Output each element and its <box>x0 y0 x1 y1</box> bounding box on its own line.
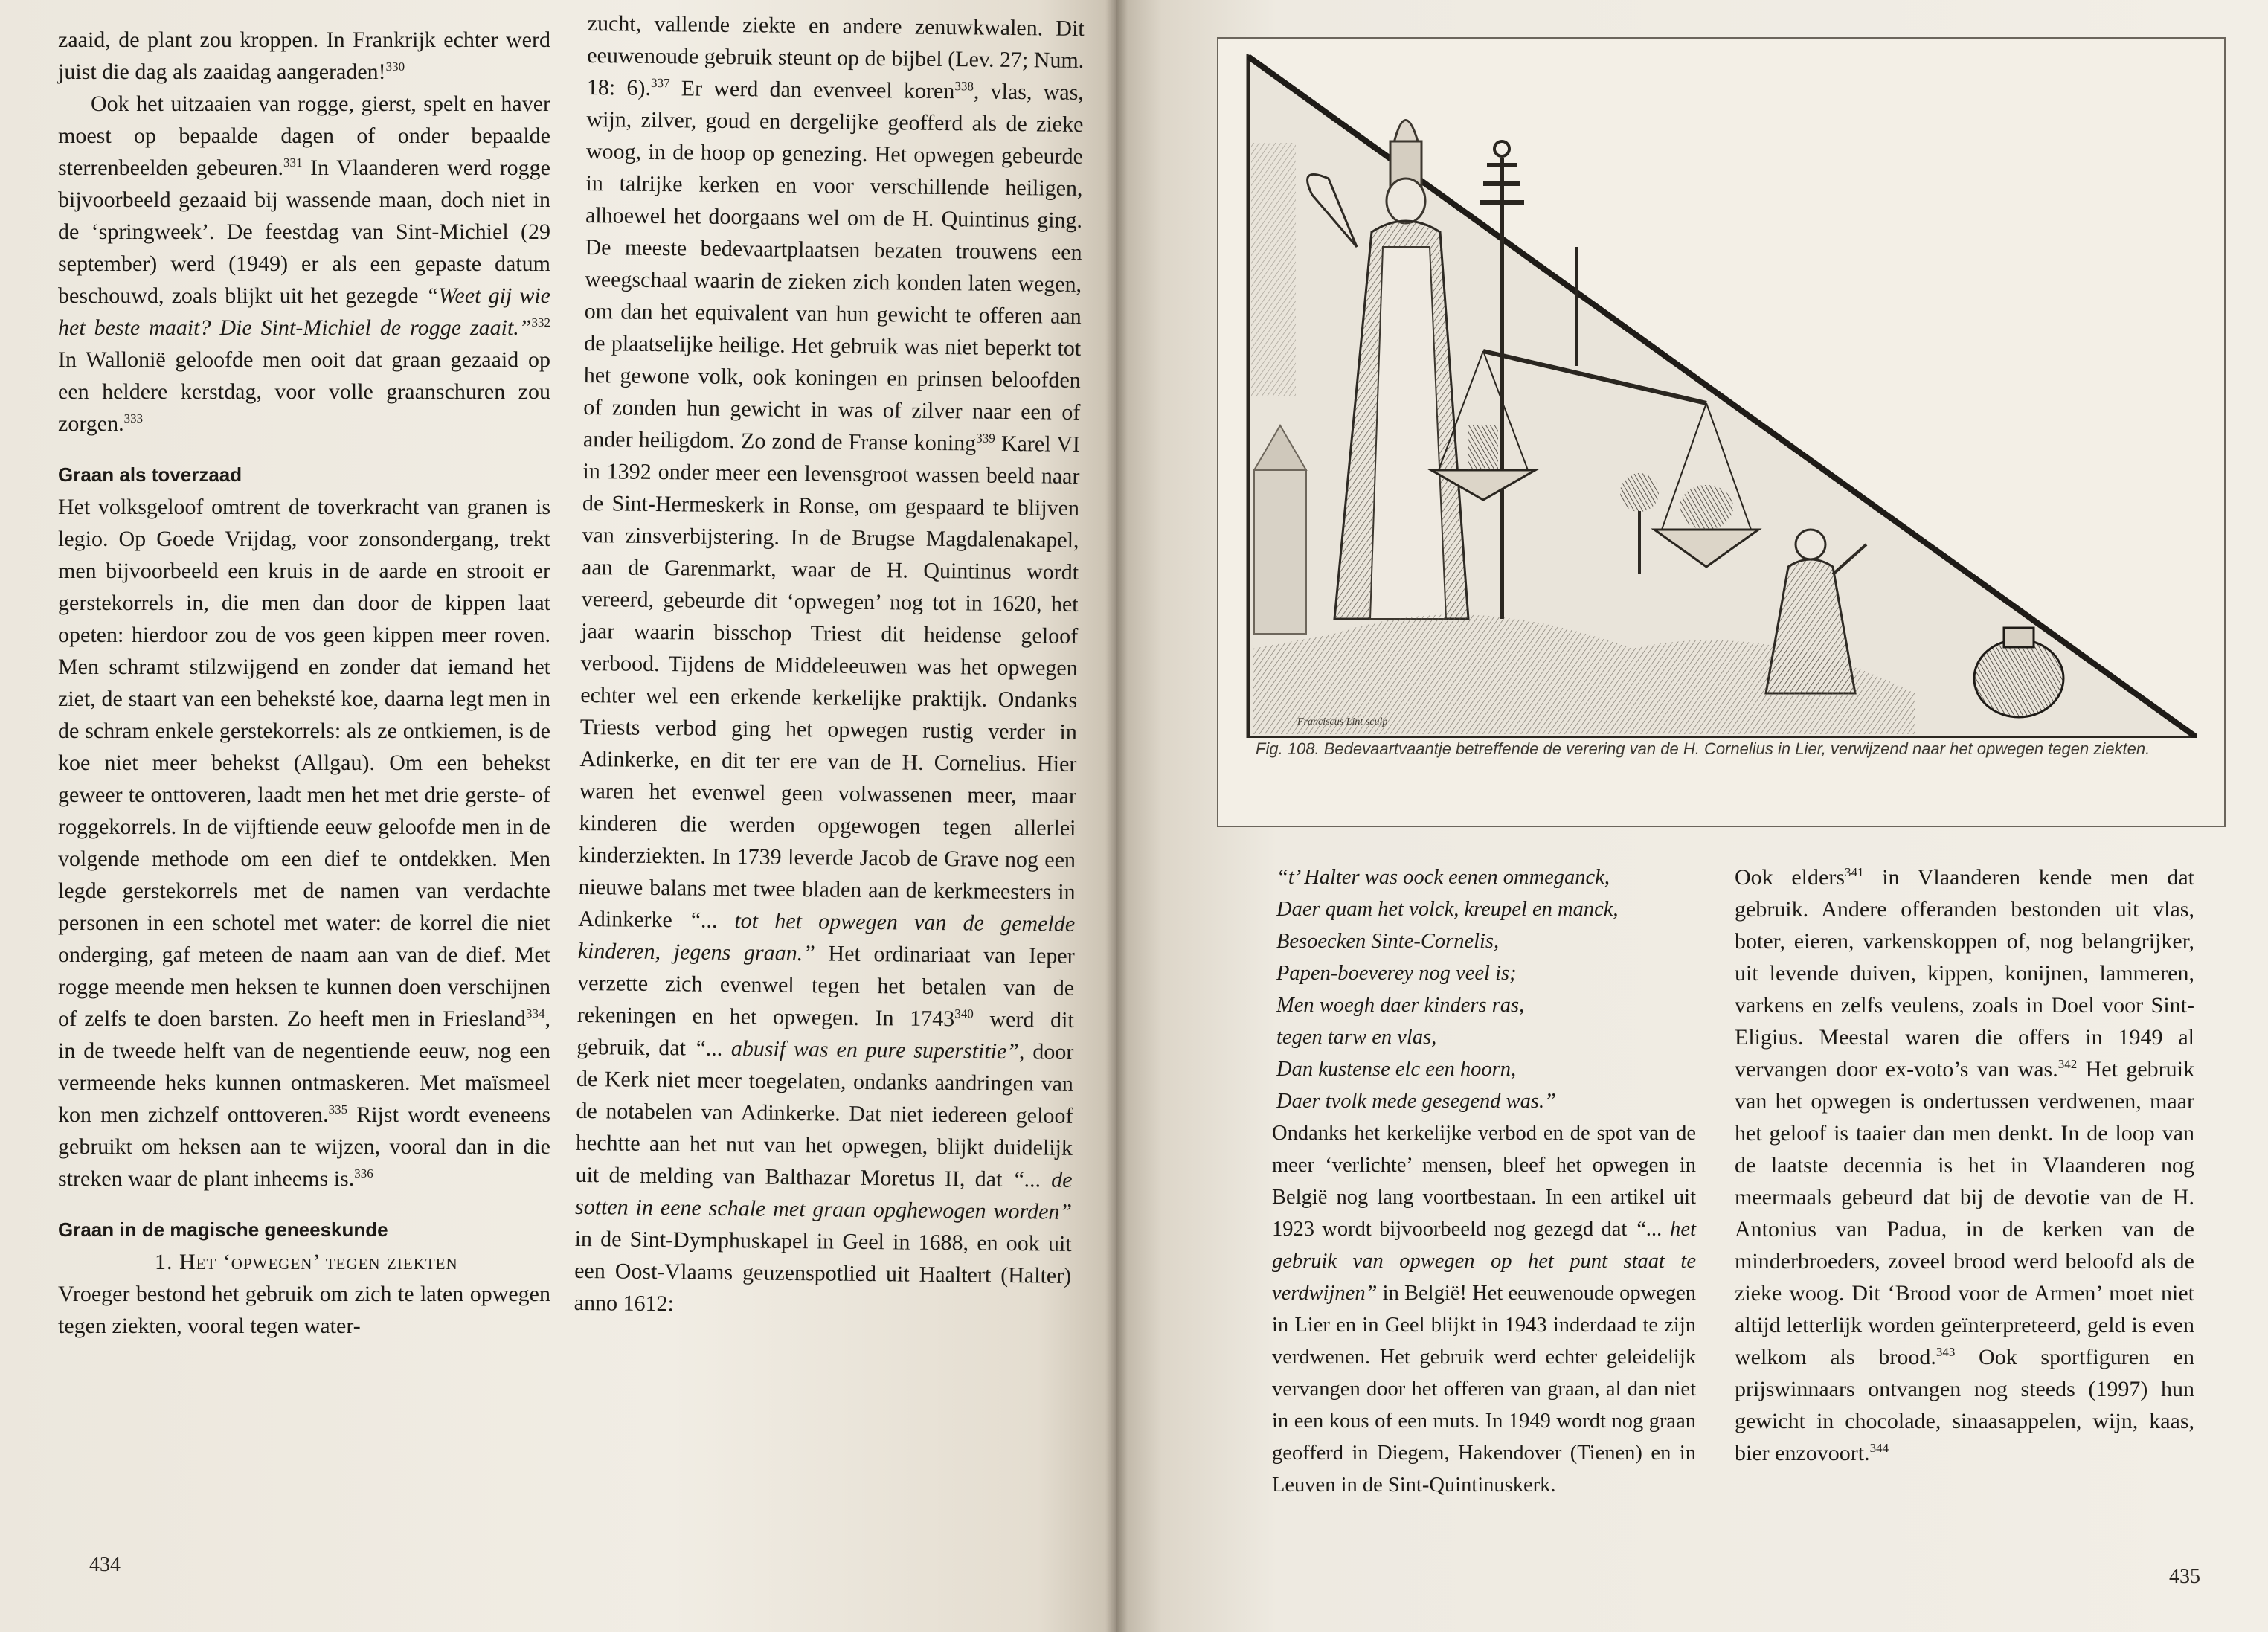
poem-line: Daer quam het volck, kreupel en manck, <box>1276 898 1619 921</box>
poem-line: Men woegh daer kinders ras, <box>1276 994 1525 1017</box>
text: Rijst wordt eveneens gebruikt om heksen aan te wijzen, vooral dan in die streken waar de plant inheems is. <box>58 1102 550 1191</box>
footnote-ref: 337 <box>650 75 670 91</box>
footnote-ref: 340 <box>954 1006 974 1021</box>
text: in Vlaanderen kende men dat gebruik. Andere offeranden bestonden uit vlas, boter, eieren, varkenskoppen of, nog belangrijker, uit levende duiven, kippen, konijnen, lammeren, varkens en zelfs veulens, zoals in Doel voor Sint-Eligius. Meestal waren die offers in 1949 al vervangen door ex-voto’s van was. <box>1735 865 2194 1082</box>
text: Karel VI in 1392 onder meer een levensgroot wassen beeld naar de Sint-Hermeskerk in Ronse, om gespaard te blijven van zinsverbijstering. In de Brugse Magdalenakapel, aan de Garenmarkt, waar de H. Quintinus wordt vereerd, gebeurde dit ‘opwegen’ nog tot in 1620, het jaar waarin bisschop Triest dit heidense geloof verbood. Tijdens de Middeleeuwen was het opwegen echter wel een erkende kerkelijke praktijk. Ondanks Triests verbod ging het opwegen rustig verder in Adinkerke, en dit ter ere van de H. Cornelius. Hier waren het evenwel geen volwassenen meer, maar kinderen die werden opgewogen tegen allerlei kinderziekten. In 1739 leverde Jacob de Grave nog een nieuwe balans met twee bladen aan de kerkmeesters in Adinkerke <box>577 431 1081 933</box>
section-heading: Graan als toverzaad <box>58 463 242 486</box>
paragraph <box>574 7 1085 1324</box>
footnote-ref: 331 <box>283 155 303 170</box>
right-column-d <box>1735 861 2194 1469</box>
text: Het ordinariaat van Ieper verzette zich evenwel tegen het betalen van de rekeningen en het opwegen. In 1743 <box>576 941 1075 1032</box>
poem-line: Papen-boeverey nog veel is; <box>1276 962 1517 985</box>
text: Er werd dan evenveel koren <box>669 76 955 104</box>
paragraph <box>58 24 550 88</box>
footnote-ref: 332 <box>531 315 550 330</box>
footnote-ref: 343 <box>1935 1345 1956 1359</box>
left-column-b <box>574 7 1085 1324</box>
page-number-left: 434 <box>89 1553 121 1576</box>
text: Ook het uitzaaien van rogge, gierst, spelt en haver moest op bepaalde dagen of onder bepaalde sterrenbeelden gebeuren. <box>58 91 550 180</box>
poem-line: tegen tarw en vlas, <box>1276 1026 1437 1049</box>
text: zucht, vallende ziekte en andere zenuwkwalen. Dit eeuwenoude gebruik steunt op de bijbel (Lev. 27; Num. 18: 6). <box>586 10 1085 100</box>
footnote-ref: 342 <box>2057 1057 2078 1071</box>
left-page <box>0 0 1116 1632</box>
quote: “... abusif was en pure superstitie” <box>693 1035 1020 1064</box>
poem-line: Daer tvolk mede gesegend was.” <box>1276 1090 1556 1113</box>
page-number-right: 435 <box>2169 1565 2200 1588</box>
text: In Vlaanderen werd rogge bijvoorbeeld gezaaid bij wassende maan, doch niet in de ‘springweek’. De feestdag van Sint-Michiel (29 september) werd (1949) er als een gepaste datum beschouwd, zoals blijkt uit het gezegde <box>58 155 550 308</box>
footnote-ref: 339 <box>976 431 995 446</box>
left-column-a <box>58 24 550 1342</box>
text: , in de tweede helft van de negentiende eeuw, nog een vermeende heks kunnen ontmaskeren. Met maïsmeel kon men zichzelf onttoveren. <box>58 1006 550 1127</box>
text: Ook elders <box>1735 865 1845 890</box>
text: Het volksgeloof omtrent de toverkracht van granen is legio. Op Goede Vrijdag, voor zonsondergang, trekt men bijvoorbeeld een kruis in de aarde en strooit er gerstekorrels in, die men dan door de kippen laat opeten: hierdoor zou de vos geen kippen meer roven. Men schramt stilzwijgend en zonder dat iemand het ziet, de staart van een beheksté koe, daarna legt men in de schram enkele gerstekorrels: als ze ontkiemen, is de koe niet meer behekst (Allgau). Om een behekst geweer te onttoveren, laadt men het met drie gerste- of roggekorrels. In de vijftiende eeuw geloofde men in de volgende methode om een dief te ontdekken. Men legde gerstekorrels met de namen van verdachte personen in een schotel met water: de korrel die niet onderging, gaf meteen de naam aan van de dief. Met rogge meende men heksen te kunnen doen verschijnen of zelfs te doen barsten. Zo heeft men in Friesland <box>58 495 550 1031</box>
footnote-ref: 338 <box>954 79 974 94</box>
quote: “... tot het opwegen van de gemelde kinderen, jegens graan.” <box>577 907 1076 966</box>
paragraph <box>58 491 550 1195</box>
text: Ook sportfiguren en prijswinnaars ontvangen nog steeds (1997) hun gewicht in chocolade, sinaasappelen, wijn, kaas, bier enzovoort. <box>1735 1345 2194 1465</box>
footnote-ref: 344 <box>1869 1441 1889 1455</box>
footnote-ref: 330 <box>385 60 405 74</box>
poem-line: Dan kustense elc een hoorn, <box>1276 1058 1517 1081</box>
figure-caption: Fig. 108. Bedevaartvaantje betreffende de verering van de H. Cornelius in Lier, verwijzend naar het opwegen tegen ziekten. <box>1256 739 2150 758</box>
footnote-ref: 336 <box>354 1166 373 1180</box>
pilgrimage-banner-engraving <box>1245 54 2197 738</box>
paragraph <box>1272 1117 1696 1501</box>
right-column-c <box>1272 861 1696 1501</box>
quote: “Weet gij wie het beste maait? Die Sint-Michiel de rogge zaait.” <box>58 283 550 340</box>
paragraph <box>1735 861 2194 1469</box>
quote: “... de sotten in eene schale met graan opghewogen worden” <box>574 1167 1073 1224</box>
engraver-signature: Franciscus Lint sculp <box>1297 716 1388 727</box>
poem <box>1272 861 1696 1117</box>
text: zaaid, de plant zou kroppen. In Frankrijk echter werd juist die dag als zaaidag aangeraden! <box>58 28 550 84</box>
text: In Wallonië geloofde men ooit dat graan gezaaid op een heldere kerstdag, voor volle graanschuren zou zorgen. <box>58 347 550 436</box>
text: werd dit gebruik, dat <box>576 1006 1074 1061</box>
subsection-heading: 1. Het ‘opwegen’ tegen ziekten <box>155 1250 458 1274</box>
footnote-ref: 334 <box>526 1006 545 1021</box>
text: , vlas, was, wijn, zilver, goud en dergelijke geofferd als de zieke woog, in de hoop op genezing. Het opwegen gebeurde in talrijke kerken en voor verschillende heiligen, alhoewel het doorgaans wel om de H. Quintinus ging. De meeste bedevaartplaatsen bezaten trouwens een weegschaal waarin de zieken zich konden laten wegen, om dan het equivalent van hun gewicht te offeren aan de plaatselijke heilige. Het gebruik was niet beperkt tot het gewone volk, ook koningen en prinsen beloofden of zonden hun gewicht in was of zilver naar een of ander heiligdom. Zo zond de Franse koning <box>582 79 1085 456</box>
poem-line: “t’ Halter was oock eenen ommeganck, <box>1276 866 1610 889</box>
footnote-ref: 335 <box>328 1102 348 1117</box>
quote: “... het gebruik van opwegen op het punt staat te verdwijnen” <box>1272 1218 1696 1305</box>
section-heading: Graan in de magische geneeskunde <box>58 1218 388 1241</box>
paragraph: Vroeger bestond het gebruik om zich te laten opwegen tegen ziekten, vooral tegen water- <box>58 1282 550 1338</box>
paragraph <box>58 88 550 440</box>
text: in de Sint-Dymphuskapel in Geel in 1688, en ook uit een Oost-Vlaams geuzenspotlied uit Haaltert (Halter) anno 1612: <box>574 1226 1072 1317</box>
footnote-ref: 341 <box>1845 865 1864 879</box>
poem-line: Besoecken Sinte-Cornelis, <box>1276 930 1500 953</box>
text: , door de Kerk niet meer toegelaten, ondanks aandringen van de notabelen van Adinkerke. Dat niet iedereen geloof hechtte aan het nut van het opwegen, blijkt duidelijk uit de melding van Balthazar Moretus II, dat <box>575 1039 1074 1192</box>
book-gutter <box>1105 0 1128 1632</box>
text: Ondanks het kerkelijke verbod en de spot van de meer ‘verlichte’ mensen, bleef het opwegen in België nog lang voortbestaan. In een artikel uit 1923 wordt bijvoorbeeld nog gezegd dat <box>1272 1122 1696 1241</box>
footnote-ref: 333 <box>123 411 144 425</box>
text: in België! Het eeuwenoude opwegen in Lier en in Geel blijkt in 1943 inderdaad te zijn verdwenen. Het gebruik werd echter geleidelijk vervangen door het offeren van graan, al dan niet in een kous of een muts. In 1949 wordt nog graan geofferd in Diegem, Hakendover (Tienen) en in Leuven in de Sint-Quintinuskerk. <box>1272 1282 1696 1497</box>
figure-frame <box>1217 37 2226 827</box>
text: Het gebruik van het opwegen is ondertussen verdwenen, maar het geloof is taaier dan men denkt. In de loop van de laatste decennia is het in Vlaanderen nog meermaals gebeurd dat bij de devotie van de H. Antonius van Padua, in de kerken van de minderbroeders, zoveel brood werd beloofd als de zieke woog. Dit ‘Brood voor de Armen’ moet niet altijd letterlijk worden geïnterpreteerd, geld is even welkom als brood. <box>1735 1057 2194 1369</box>
